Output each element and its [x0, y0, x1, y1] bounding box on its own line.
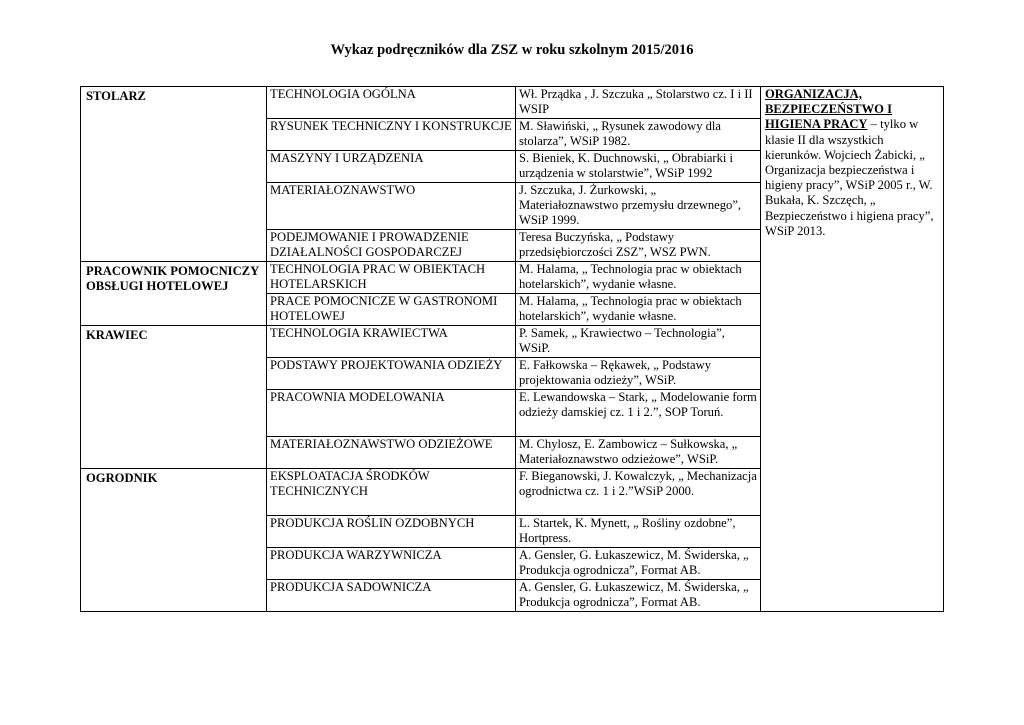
profession-cell: OGRODNIK: [81, 469, 267, 612]
book-cell: F. Bieganowski, J. Kowalczyk, „ Mechanizacja ogrodnictwa cz. 1 i 2.”WSiP 2000.: [516, 469, 761, 516]
book-cell: S. Bieniek, K. Duchnowski, „ Obrabiarki i urządzenia w stolarstwie”, WSiP 1992: [516, 151, 761, 183]
subject-cell: TECHNOLOGIA PRAC W OBIEKTACH HOTELARSKICH: [267, 262, 516, 294]
textbook-table: [80, 86, 944, 612]
subject-cell: PODSTAWY PROJEKTOWANIA ODZIEŻY: [267, 358, 516, 390]
bhp-note-cell: [761, 87, 944, 612]
subject-cell: MATERIAŁOZNAWSTWO: [267, 183, 516, 230]
book-cell: L. Startek, K. Mynett, „ Rośliny ozdobne”, Hortpress.: [516, 516, 761, 548]
subject-cell: TECHNOLOGIA OGÓLNA: [267, 87, 516, 119]
book-cell: P. Samek, „ Krawiectwo – Technologia”, WSiP.: [516, 326, 761, 358]
book-cell: Wł. Prządka , J. Szczuka „ Stolarstwo cz. I i II WSIP: [516, 87, 761, 119]
subject-cell: MATERIAŁOZNAWSTWO ODZIEŻOWE: [267, 437, 516, 469]
subject-cell: PRACE POMOCNICZE W GASTRONOMI HOTELOWEJ: [267, 294, 516, 326]
table-row: [81, 87, 944, 119]
subject-cell: RYSUNEK TECHNICZNY I KONSTRUKCJE: [267, 119, 516, 151]
book-cell: M. Sławiński, „ Rysunek zawodowy dla stolarza”, WSiP 1982.: [516, 119, 761, 151]
book-cell: M. Chylosz, E. Zambowicz – Sułkowska, „ Materiałoznawstwo odzieżowe”, WSiP.: [516, 437, 761, 469]
book-cell: J. Szczuka, J. Żurkowski, „ Materiałoznawstwo przemysłu drzewnego”, WSiP 1999.: [516, 183, 761, 230]
bhp-note-heading: ORGANIZACJA, BEZPIECZEŃSTWO I HIGIENA PRACY: [765, 87, 893, 132]
subject-cell: MASZYNY I URZĄDZENIA: [267, 151, 516, 183]
profession-cell: PRACOWNIK POMOCNICZY OBSŁUGI HOTELOWEJ: [81, 262, 267, 326]
subject-cell: PODEJMOWANIE I PROWADZENIE DZIAŁALNOŚCI GOSPODARCZEJ: [267, 230, 516, 262]
profession-cell: STOLARZ: [81, 87, 267, 262]
profession-cell: KRAWIEC: [81, 326, 267, 469]
book-cell: A. Gensler, G. Łukaszewicz, M. Świderska, „ Produkcja ogrodnicza”, Format AB.: [516, 548, 761, 580]
book-cell: E. Fałkowska – Rękawek, „ Podstawy projektowania odzieży”, WSiP.: [516, 358, 761, 390]
subject-cell: TECHNOLOGIA KRAWIECTWA: [267, 326, 516, 358]
book-cell: M. Halama, „ Technologia prac w obiektach hotelarskich”, wydanie własne.: [516, 294, 761, 326]
book-cell: Teresa Buczyńska, „ Podstawy przedsiębiorczości ZSZ”, WSZ PWN.: [516, 230, 761, 262]
book-cell: M. Halama, „ Technologia prac w obiektach hotelarskich”, wydanie własne.: [516, 262, 761, 294]
subject-cell: PRODUKCJA SADOWNICZA: [267, 580, 516, 612]
subject-cell: PRACOWNIA MODELOWANIA: [267, 390, 516, 437]
bhp-note-text: – tylko w klasie II dla wszystkich kierunków. Wojciech Żabicki, „ Organizacja bezpieczeństwa i higieny pracy”, WSiP 2005 r., W. Bukała, K. Szczęch, „ Bezpieczeństwo i higiena pracy”, WSiP 2013.: [765, 117, 934, 238]
subject-cell: PRODUKCJA ROŚLIN OZDOBNYCH: [267, 516, 516, 548]
book-cell: A. Gensler, G. Łukaszewicz, M. Świderska, „ Produkcja ogrodnicza”, Format AB.: [516, 580, 761, 612]
document-title: Wykaz podręczników dla ZSZ w roku szkolnym 2015/2016: [330, 42, 694, 58]
book-cell: E. Lewandowska – Stark, „ Modelowanie form odzieży damskiej cz. 1 i 2.”, SOP Toruń.: [516, 390, 761, 437]
subject-cell: PRODUKCJA WARZYWNICZA: [267, 548, 516, 580]
subject-cell: EKSPLOATACJA ŚRODKÓW TECHNICZNYCH: [267, 469, 516, 516]
